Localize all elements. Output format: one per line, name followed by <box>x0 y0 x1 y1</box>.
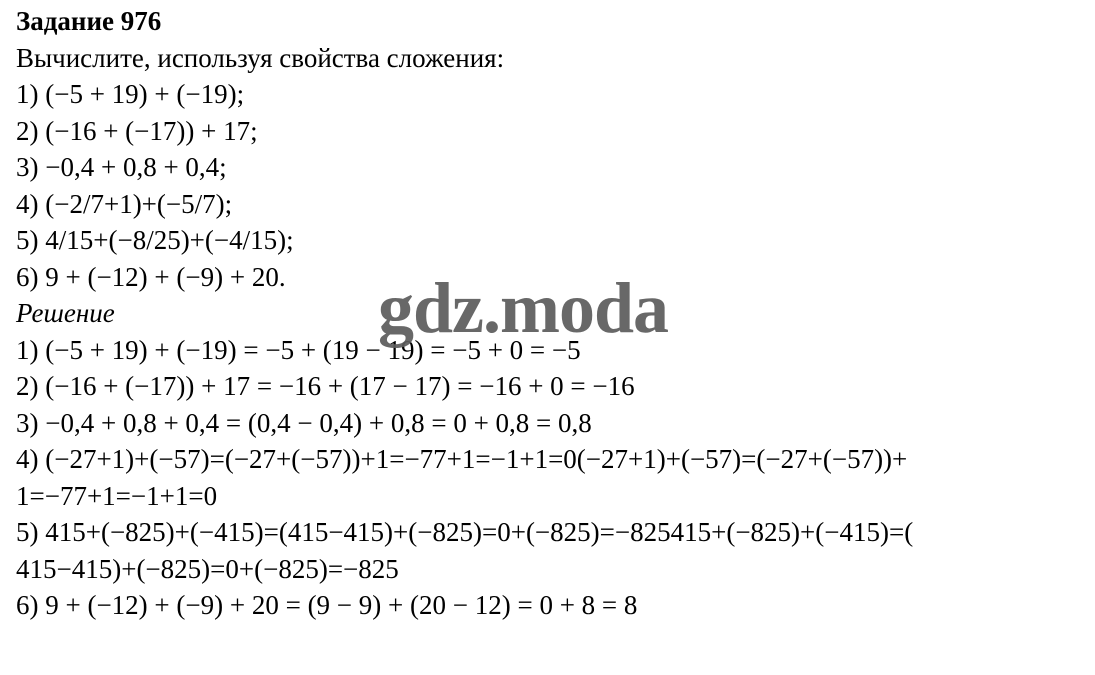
task-title: Задание 976 <box>16 6 162 36</box>
task-item-3: 3) −0,4 + 0,8 + 0,4; <box>16 152 227 182</box>
solution-line-6: 6) 9 + (−12) + (−9) + 20 = (9 − 9) + (20 − 12) = 0 + 8 = 8 <box>16 590 638 620</box>
solution-line-1: 1) (−5 + 19) + (−19) = −5 + (19 − 19) = −5 + 0 = −5 <box>16 334 581 365</box>
task-item-1: 1) (−5 + 19) + (−19); <box>16 79 245 109</box>
solution-heading: Решение <box>16 298 115 328</box>
watermark-logo: gdz.moda <box>378 268 669 348</box>
task-item-2: 2) (−16 + (−17)) + 17; <box>16 115 258 146</box>
task-item-5: 5) 4/15+(−8/25)+(−4/15); <box>16 225 294 255</box>
solution-line-2: 2) (−16 + (−17)) + 17 = −16 + (17 − 17) = −16 + 0 = −16 <box>16 371 635 401</box>
task-item-4: 4) (−2/7+1)+(−5/7); <box>16 188 233 219</box>
task-instruction: Вычислите, используя свойства сложения: <box>16 42 505 73</box>
solution-line-3: 3) −0,4 + 0,8 + 0,4 = (0,4 − 0,4) + 0,8 = 0 + 0,8 = 0,8 <box>16 407 592 438</box>
task-item-6: 6) 9 + (−12) + (−9) + 20. <box>16 261 286 292</box>
solution-line-4: 4) (−27+1)+(−57)=(−27+(−57))+1=−77+1=−1+1=0(−27+1)+(−57)=(−27+(−57))+ <box>16 444 908 474</box>
solution-line-5: 5) 415+(−825)+(−415)=(415−415)+(−825)=0+(−825)=−825415+(−825)+(−415)=( <box>16 517 914 547</box>
solution-line-4-continued: 1=−77+1=−1+1=0 <box>16 480 218 511</box>
solution-line-5-continued: 415−415)+(−825)=0+(−825)=−825 <box>16 553 399 584</box>
